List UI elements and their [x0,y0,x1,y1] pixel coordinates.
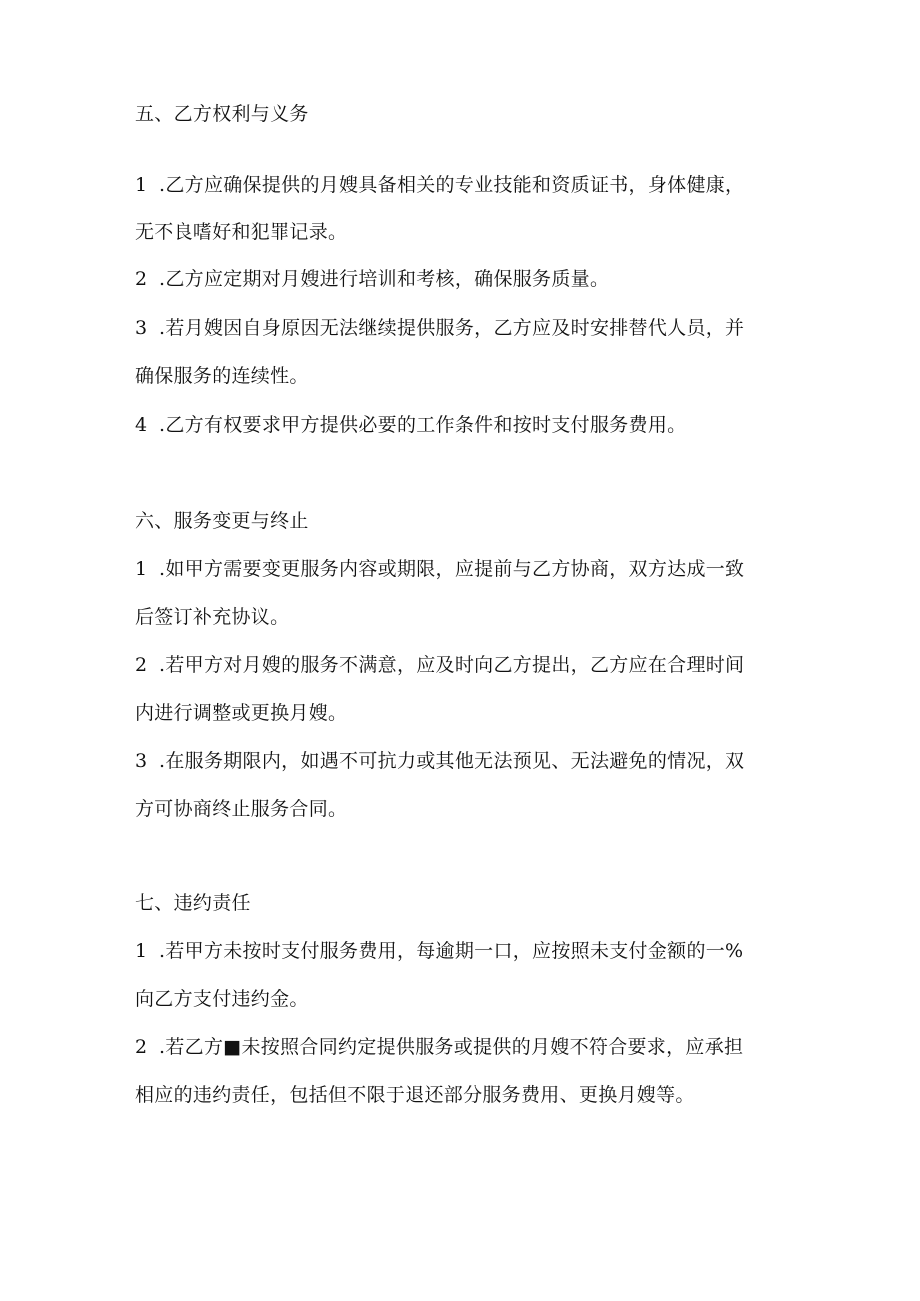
item-number: 1 [135,558,148,580]
list-item [135,653,744,677]
item-number: 3 [135,750,148,772]
item-continuation: 相应的违约责任，包括但不限于退还部分服务费用、更换月嫂等。 [135,1084,695,1106]
item-text: .在服务期限内，如遇不可抗力或其他无法预见、无法避免的情况，双 [159,750,745,772]
list-item [135,939,743,963]
list-item [135,749,744,773]
item-continuation: 内进行调整或更换月嫂。 [135,702,348,724]
item-number: 3 [135,317,148,339]
item-continuation: 确保服务的连续性。 [135,365,309,387]
item-number: 4 [135,414,148,436]
item-text: .若月嫂因自身原因无法继续提供服务，乙方应及时安排替代人员，并 [159,317,745,339]
item-continuation: 无不良嗜好和犯罪记录。 [135,221,348,243]
item-text: .乙方应定期对月嫂进行培训和考核，确保服务质量。 [159,268,610,290]
section-heading: 五、乙方权利与义务 [135,103,309,125]
item-number: 1 [135,174,148,196]
item-text: .若甲方未按时支付服务费用，每逾期一口，应按照未支付金额的一% [159,940,744,962]
list-item [135,413,686,437]
list-item [135,557,744,581]
item-text: .乙方有权要求甲方提供必要的工作条件和按时支付服务费用。 [159,414,687,436]
item-continuation: 后签订补充协议。 [135,606,290,628]
list-item [135,267,609,291]
item-continuation: 方可协商终止服务合同。 [135,798,348,820]
list-item [135,1035,743,1059]
item-number: 1 [135,940,148,962]
item-text: .若甲方对月嫂的服务不满意，应及时向乙方提出，乙方应在合理时间 [159,654,745,676]
item-number: 2 [135,268,148,290]
item-number: 2 [135,1036,148,1058]
item-text: .若乙方■未按照合同约定提供服务或提供的月嫂不符合要求，应承担 [159,1036,744,1058]
list-item [135,316,744,340]
item-text: .如甲方需要变更服务内容或期限，应提前与乙方协商，双方达成一致 [159,558,745,580]
section-heading: 七、违约责任 [135,892,251,914]
item-number: 2 [135,654,148,676]
item-continuation: 向乙方支付违约金。 [135,988,309,1010]
list-item [135,173,744,197]
section-heading: 六、服务变更与终止 [135,510,309,532]
item-text: .乙方应确保提供的月嫂具备相关的专业技能和资质证书，身体健康， [159,174,745,196]
